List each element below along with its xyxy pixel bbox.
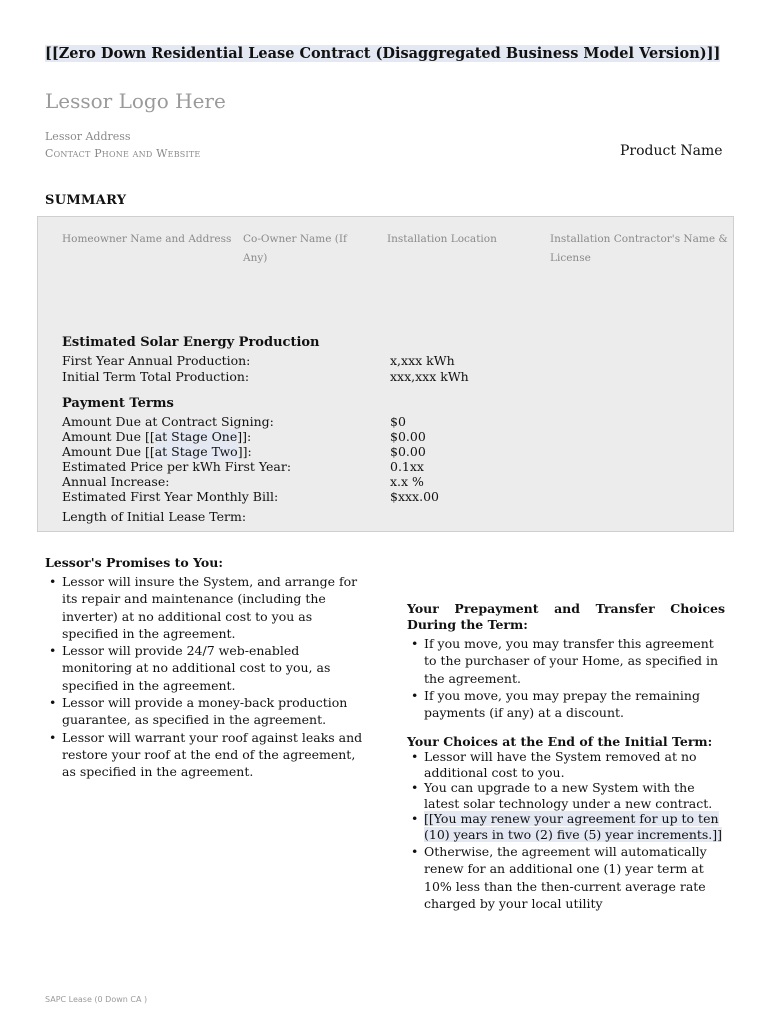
- list-item: • If you move, you may transfer this agreement to the purchaser of your Home, as specified in the agreement.: [407, 635, 727, 687]
- promises-list: [45, 573, 363, 781]
- payment-label: Estimated First Year Monthly Bill:: [62, 489, 279, 504]
- payment-value: $0.00: [390, 444, 426, 459]
- summary-heading: SUMMARY: [45, 193, 127, 208]
- label-text: Amount Due [[: [62, 429, 155, 444]
- list-item: • You can upgrade to a new System with the latest solar technology under a new contract.: [407, 780, 729, 811]
- prepayment-list: [407, 635, 727, 721]
- label-text: Amount Due [[: [62, 444, 155, 459]
- promises-heading: Lessor's Promises to You:: [45, 555, 223, 570]
- lease-term-label: Length of Initial Lease Term:: [62, 509, 247, 524]
- list-item: • Otherwise, the agreement will automatically renew for an additional one (1) year term at 10% less than the then-current average rate charged by your local utility: [407, 843, 729, 913]
- payment-value: 0.1xx: [390, 459, 424, 474]
- payment-label: [62, 444, 252, 459]
- column-contractor: Installation Contractor's Name & License: [550, 233, 728, 264]
- payment-value: $xxx.00: [390, 489, 439, 504]
- payment-label: [62, 429, 251, 444]
- list-item: • Lessor will provide 24/7 web-enabled monitoring at no additional cost to you, as specified in the agreement.: [45, 642, 363, 694]
- energy-label: Initial Term Total Production:: [62, 369, 250, 384]
- payment-value: x.x %: [390, 474, 424, 489]
- column-installation-location: Installation Location: [387, 233, 497, 245]
- column-homeowner: Homeowner Name and Address: [62, 233, 232, 245]
- list-item: • Lessor will warrant your roof against leaks and restore your roof at the end of the agreement, as specified in the agreement.: [45, 729, 363, 781]
- prepayment-heading: Your Prepayment and Transfer Choices During the Term:: [407, 601, 725, 632]
- contact-line: Contact Phone and Website: [45, 147, 201, 160]
- list-item: • Lessor will have the System removed at no additional cost to you.: [407, 749, 729, 780]
- end-of-term-heading: Your Choices at the End of the Initial Term:: [407, 734, 713, 749]
- label-text: ]]:: [237, 444, 252, 459]
- product-name: Product Name: [620, 143, 723, 159]
- stage-two-highlight: at Stage Two: [154, 444, 238, 459]
- list-item: • Lessor will provide a money-back production guarantee, as specified in the agreement.: [45, 694, 363, 729]
- energy-heading: Estimated Solar Energy Production: [62, 335, 320, 350]
- end-of-term-list: [407, 749, 729, 913]
- document-title-text: [[Zero Down Residential Lease Contract (Disaggregated Business Model Version)]]: [45, 45, 721, 62]
- energy-value: x,xxx kWh: [390, 353, 455, 368]
- payment-heading: Payment Terms: [62, 396, 174, 411]
- lessor-address: Lessor Address: [45, 130, 131, 143]
- renewal-option-highlight: [[You may renew your agreement for up to ten (10) years in two (2) five (5) year increments.]]: [424, 811, 723, 842]
- list-item: • Lessor will insure the System, and arrange for its repair and maintenance (including the inverter) at no additional cost to you as specified in the agreement.: [45, 573, 363, 642]
- energy-label: First Year Annual Production:: [62, 353, 251, 368]
- payment-label: Amount Due at Contract Signing:: [62, 414, 274, 429]
- footer-text: SAPC Lease (0 Down CA ): [45, 995, 148, 1004]
- energy-value: xxx,xxx kWh: [390, 369, 469, 384]
- list-item: [407, 811, 729, 842]
- payment-value: $0: [390, 414, 406, 429]
- stage-one-highlight: at Stage One: [154, 429, 238, 444]
- payment-value: $0.00: [390, 429, 426, 444]
- document-title: [45, 45, 720, 62]
- logo-placeholder: Lessor Logo Here: [45, 89, 226, 113]
- label-text: ]]:: [237, 429, 252, 444]
- payment-label: Annual Increase:: [62, 474, 170, 489]
- payment-label: Estimated Price per kWh First Year:: [62, 459, 292, 474]
- column-co-owner: Co-Owner Name (If Any): [243, 233, 347, 264]
- list-item: • If you move, you may prepay the remaining payments (if any) at a discount.: [407, 687, 727, 722]
